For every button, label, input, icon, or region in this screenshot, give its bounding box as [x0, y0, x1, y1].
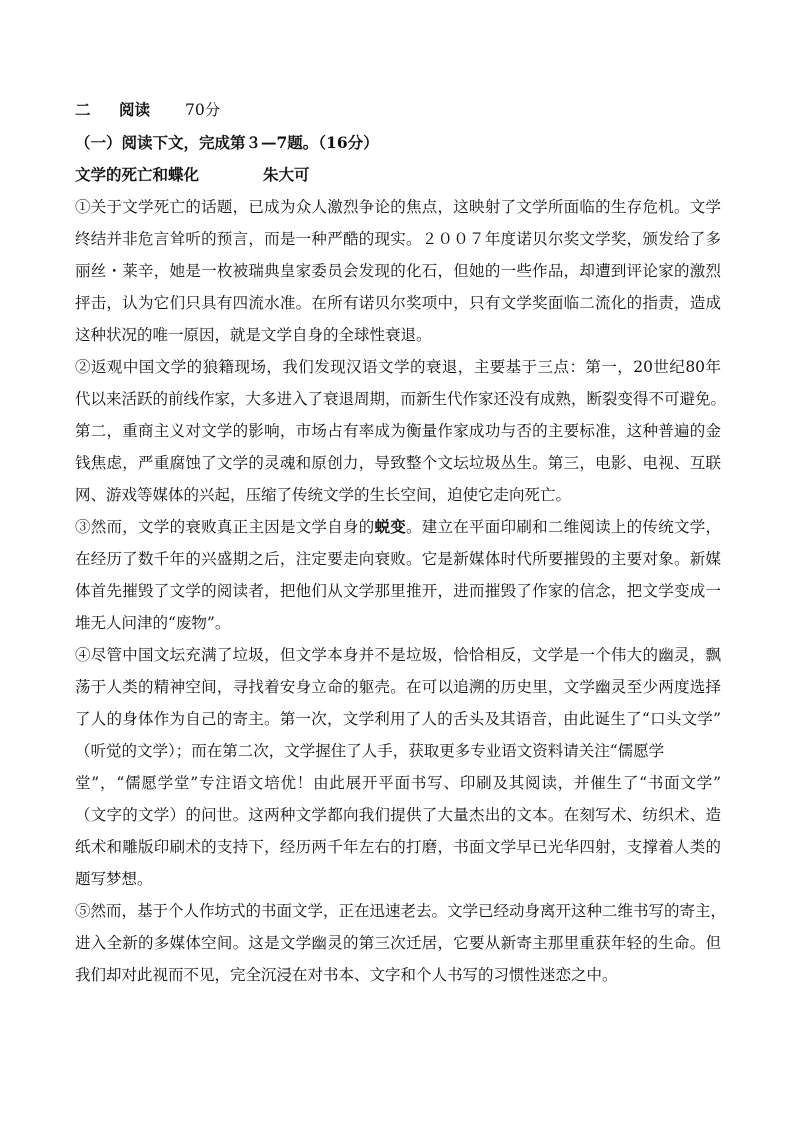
paragraph-line: 在经历了数千年的兴盛期之后，注定要走向衰败。它是新媒体时代所要摧毁的主要对象。新媒: [75, 550, 721, 568]
paragraph-line: [75, 517, 721, 537]
paragraph-line: 丽丝・莱辛，她是一枚被瑞典皇家委员会发现的化石，但她的一些作品，却遭到评论家的激烈: [75, 262, 721, 280]
paragraph-line: ②返观中国文学的狼籍现场，我们发现汉语文学的衰退，主要基于三点：第一，20世纪80年: [75, 358, 721, 376]
paragraph-line: 了人的身体作为自己的寄主。第一次，文学利用了人的舌头及其语音，由此诞生了“口头文学”: [75, 710, 721, 728]
paragraph-line: 堂”，“儒愿学堂”专注语文培优！由此展开平面书写、印刷及其阅读，并催生了“书面文学”: [75, 774, 721, 792]
emphasized-word: 蜕变: [374, 517, 406, 536]
paragraph-text: 。建立在平面印刷和二维阅读上的传统文学，: [406, 518, 721, 536]
paragraph-line: 第二，重商主义对文学的影响，市场占有率成为衡量作家成功与否的主要标准，这种普遍的金: [75, 422, 721, 440]
paragraph-line: 纸术和雕版印刷术的支持下，经历两千年左右的打磨，书面文学早已光华四射，支撑着人类的: [75, 838, 721, 856]
paragraph-line: （听觉的文学）；而在第二次，文学握住了人手，获取更多专业语文资料请关注“儒愿学: [75, 742, 665, 760]
paragraph-line: ⑤然而，基于个人作坊式的书面文学，正在迅速老去。文学已经动身离开这种二维书写的寄主，: [75, 902, 727, 920]
paragraph-line: ④尽管中国文坛充满了垃圾，但文学本身并不是垃圾，恰恰相反，文学是一个伟大的幽灵，飘: [75, 646, 721, 664]
paragraph-line: 进入全新的多媒体空间。这是文学幽灵的第三次迁居，它要从新寄主那里重获年轻的生命。但: [75, 934, 721, 952]
paragraph-line: 体首先摧毁了文学的阅读者，把他们从文学那里推开，进而摧毁了作家的信念，把文学变成一: [75, 582, 721, 600]
paragraph-line: 堆无人问津的“废物”。: [75, 614, 231, 632]
paragraph-line: 题写梦想。: [75, 870, 153, 888]
article-title: 文学的死亡和蝶化: [75, 165, 200, 184]
paragraph-line: 网、游戏等媒体的兴起，压缩了传统文学的生长空间，迫使它走向死亡。: [75, 486, 572, 504]
section-number: 二: [75, 100, 91, 119]
section-title: 阅读: [119, 100, 151, 119]
paragraph-line: 代以来活跃的前线作家，大多进入了衰退周期，而新生代作家还没有成熟，断裂变得不可避免。: [75, 390, 727, 408]
paragraph-line: 我们却对此视而不见，完全沉浸在对书本、文字和个人书写的习惯性迷恋之中。: [75, 966, 618, 984]
paragraph-line: ①关于文学死亡的话题，已成为众人激烈争论的焦点，这映射了文学所面临的生存危机。文学: [75, 198, 721, 216]
subsection-instruction: （一）阅读下文，完成第３—7题。（16分）: [75, 133, 379, 152]
paragraph-line: 荡于人类的精神空间，寻找着安身立命的躯壳。在可以追溯的历史里，文学幽灵至少两度选择: [75, 678, 721, 696]
section-points: 70分: [185, 101, 221, 119]
paragraph-line: 钱焦虑，严重腐蚀了文学的灵魂和原创力，导致整个文坛垃圾丛生。第三，电影、电视、互联: [75, 454, 721, 472]
paragraph-line: （文字的文学）的问世。这两种文学都向我们提供了大量杰出的文本。在刻写术、纺织术、造: [75, 806, 721, 824]
article-author: 朱大可: [263, 165, 310, 184]
paragraph-line: 抨击，认为它们只具有四流水准。在所有诺贝尔奖项中，只有文学奖面临二流化的指责，造成: [75, 294, 721, 312]
paragraph-text: ③然而，文学的衰败真正主因是文学自身的: [75, 518, 375, 536]
paragraph-line: 终结并非危言耸听的预言，而是一种严酷的现实。２００７年度诺贝尔奖文学奖，颁发给了多: [75, 230, 721, 248]
paragraph-line: 这种状况的唯一原因，就是文学自身的全球性衰退。: [75, 326, 432, 344]
